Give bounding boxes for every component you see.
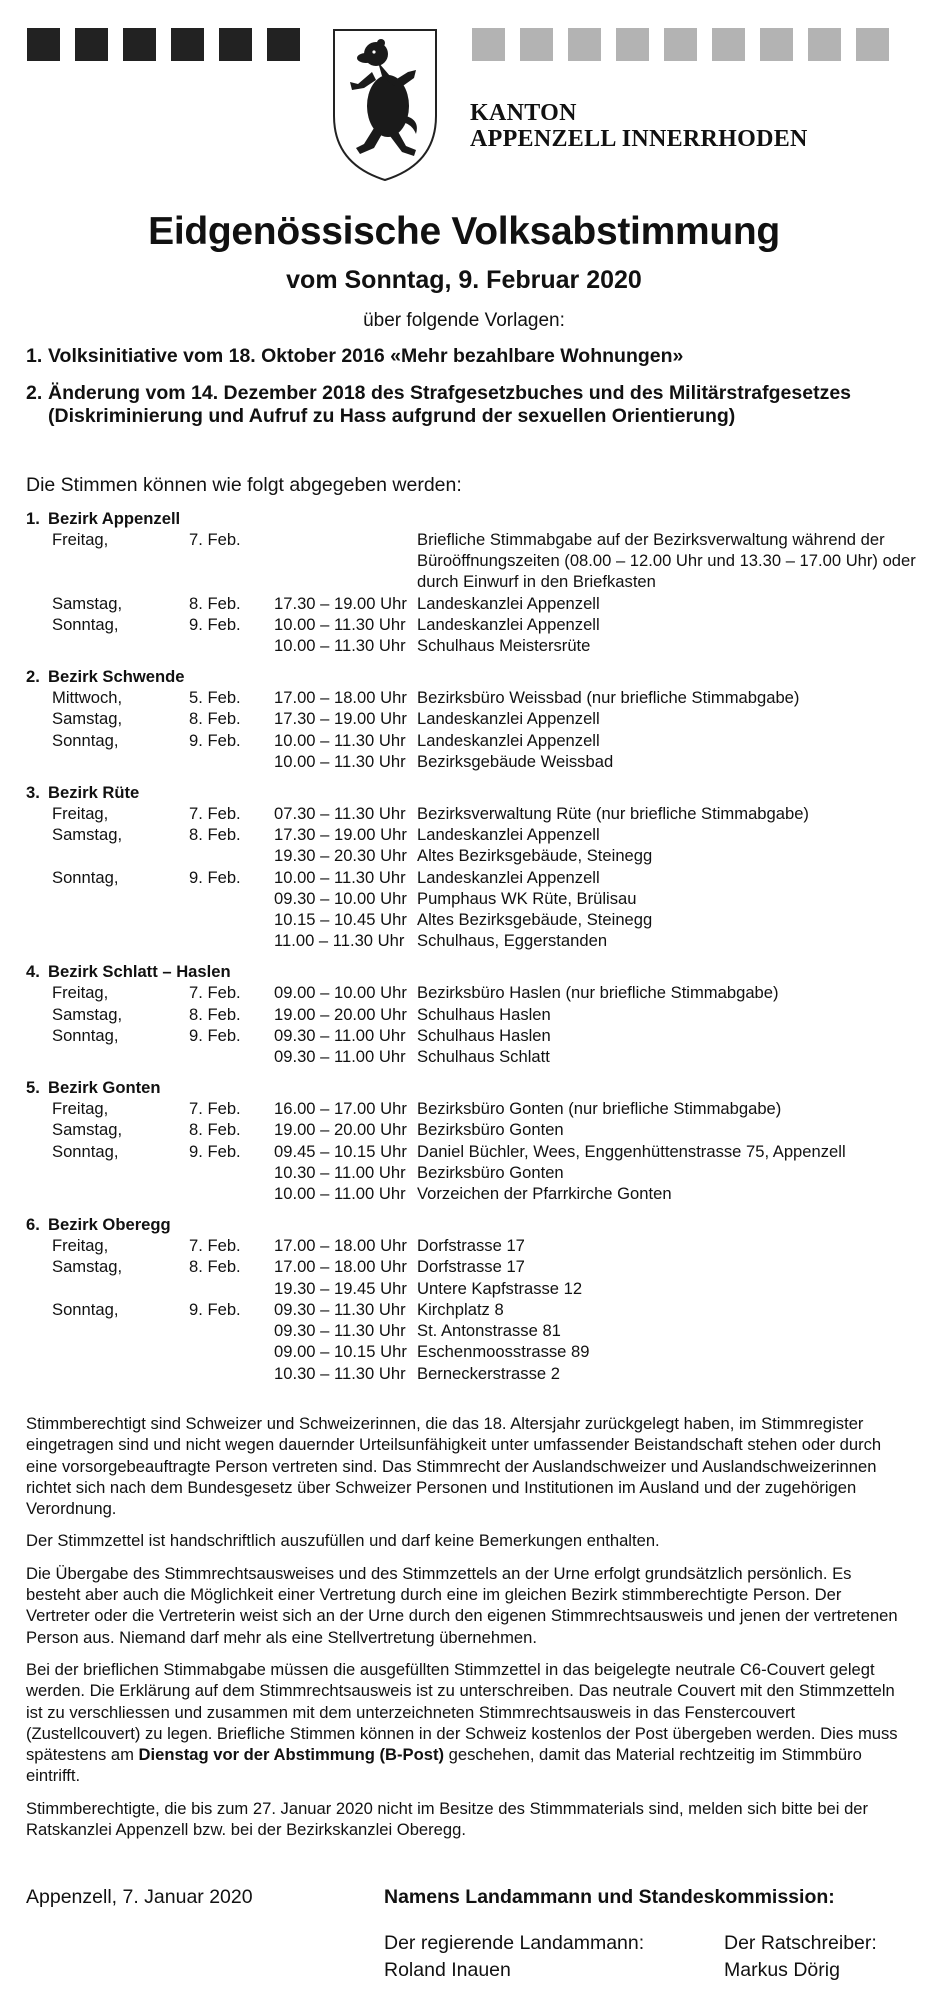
vorlage-number: 1. [26, 345, 43, 367]
bezirk-section [26, 666, 916, 772]
schedule-day [26, 1363, 189, 1384]
schedule-place: Landeskanzlei Appenzell [417, 825, 600, 845]
schedule-place: Schulhaus Schlatt [417, 1047, 550, 1067]
schedule-place: Briefliche Stimmabgabe auf der Bezirksverwaltung während der Büroöffnungszeiten (08.00 – 12.00 Uhr und 13.30 – 17.00 Uhr) oder durch Einwurf in den Briefkasten [417, 530, 916, 592]
vorlage-item [26, 382, 906, 428]
schedule-day: Freitag, [52, 1099, 109, 1119]
page-subtitle: vom Sonntag, 9. Februar 2020 [286, 266, 642, 294]
schedule-day: Sonntag, [52, 1141, 119, 1161]
schedule-day: Sonntag, [52, 1299, 119, 1319]
schedule-day: Samstag, [52, 825, 123, 845]
schedule-row [26, 730, 916, 751]
square-gray [568, 28, 601, 61]
schedule-date [189, 909, 274, 930]
schedule-row [26, 751, 916, 772]
schedule-place: Eschenmoosstrasse 89 [417, 1342, 590, 1362]
signature-ratschreiber [724, 1930, 877, 1984]
schedule-row [26, 824, 916, 845]
schedule-place: Daniel Büchler, Wees, Enggenhüttenstrasse 75, Appenzell [417, 1141, 846, 1161]
bezirk-number: 4. [26, 962, 40, 982]
schedule-place: Landeskanzlei Appenzell [417, 593, 600, 613]
schedule-time: 09.30 – 11.30 Uhr [274, 1321, 406, 1341]
schedule-time: 09.45 – 10.15 Uhr [274, 1141, 407, 1161]
schedule-time: 19.30 – 20.30 Uhr [274, 846, 407, 866]
schedule-place: Bezirksbüro Weissbad (nur briefliche Stimmabgabe) [417, 688, 800, 708]
bezirke-schedule [26, 508, 916, 1394]
bezirk-heading [26, 961, 916, 982]
bezirk-number: 1. [26, 509, 40, 528]
schedule-row [26, 635, 916, 656]
information-text [26, 1413, 906, 1851]
schedule-day: Sonntag, [52, 614, 119, 634]
square-gray [520, 28, 553, 61]
schedule-day [26, 1183, 189, 1204]
schedule-day: Sonntag, [52, 730, 119, 750]
schedule-date [189, 888, 274, 909]
schedule-row [26, 1162, 916, 1183]
schedule-place: Landeskanzlei Appenzell [417, 614, 600, 634]
schedule-row [26, 593, 916, 614]
schedule-day [26, 1341, 189, 1362]
square-gray [664, 28, 697, 61]
schedule-time: 09.00 – 10.15 Uhr [274, 1342, 407, 1362]
schedule-date [189, 1046, 274, 1067]
page-title: Eidgenössische Volksabstimmung [148, 210, 780, 253]
schedule-day: Sonntag, [52, 867, 119, 887]
schedule-row [26, 1046, 916, 1067]
schedule-place: Landeskanzlei Appenzell [417, 730, 600, 750]
bezirk-section [26, 1077, 916, 1204]
schedule-place: Schulhaus, Eggerstanden [417, 931, 608, 951]
paragraph-briefliche-stimmabgabe [26, 1659, 906, 1787]
vorlage-text: Volksinitiative vom 18. Oktober 2016 «Mehr bezahlbare Wohnungen» [48, 345, 684, 367]
schedule-day [26, 845, 189, 866]
schedule-date: 8. Feb. [189, 1004, 241, 1024]
square-dark [219, 28, 252, 61]
square-gray [856, 28, 889, 61]
schedule-time: 10.00 – 11.30 Uhr [274, 751, 406, 771]
schedule-row [26, 1363, 916, 1384]
schedule-place: Pumphaus WK Rüte, Brülisau [417, 888, 637, 908]
schedule-row [26, 687, 916, 708]
schedule-date [189, 1278, 274, 1299]
schedule-time: 10.00 – 11.30 Uhr [274, 614, 406, 634]
schedule-time: 10.15 – 10.45 Uhr [274, 910, 407, 930]
schedule-row [26, 1320, 916, 1341]
schedule-row [26, 803, 916, 824]
schedule-date: 9. Feb. [189, 1025, 241, 1045]
schedule-day [26, 1162, 189, 1183]
schedule-date: 8. Feb. [189, 1120, 241, 1140]
place-date: Appenzell, 7. Januar 2020 [26, 1886, 253, 1908]
square-gray [472, 28, 505, 61]
schedule-row [26, 1299, 916, 1320]
schedule-day [26, 1278, 189, 1299]
schedule-row [26, 1183, 916, 1204]
decorative-squares-dark [27, 28, 300, 61]
bezirk-number: 5. [26, 1078, 40, 1098]
signature-role: Der Ratschreiber: [724, 1932, 877, 1954]
schedule-date [189, 1320, 274, 1341]
schedule-date [189, 1341, 274, 1362]
schedule-day: Freitag, [52, 983, 109, 1003]
schedule-place: Kirchplatz 8 [417, 1299, 504, 1319]
signature-name: Markus Dörig [724, 1959, 840, 1981]
bezirk-heading [26, 1214, 916, 1235]
schedule-row [26, 1004, 916, 1025]
schedule-place: Altes Bezirksgebäude, Steinegg [417, 846, 653, 866]
vorlage-item [26, 345, 906, 368]
vorlage-number: 2. [26, 382, 43, 404]
bezirk-heading [26, 782, 916, 803]
schedule-time: 17.00 – 18.00 Uhr [274, 1257, 407, 1277]
schedule-date: 7. Feb. [189, 983, 241, 1003]
square-dark [171, 28, 204, 61]
intro-text: über folgende Vorlagen: [363, 310, 565, 331]
schedule-time: 19.30 – 19.45 Uhr [274, 1278, 407, 1298]
bezirk-heading [26, 1077, 916, 1098]
bezirk-heading [26, 666, 916, 687]
schedule-date: 9. Feb. [189, 1299, 241, 1319]
schedule-date [189, 1363, 274, 1384]
schedule-day: Samstag, [52, 593, 123, 613]
schedule-row [26, 845, 916, 866]
schedule-place: Dorfstrasse 17 [417, 1257, 525, 1277]
schedule-time: 10.00 – 11.00 Uhr [274, 1184, 406, 1204]
bezirk-name: Bezirk Gonten [48, 1078, 161, 1098]
schedule-time: 19.00 – 20.00 Uhr [274, 1120, 407, 1140]
bezirk-section [26, 508, 916, 656]
schedule-date: 9. Feb. [189, 1141, 241, 1161]
kanton-line1: KANTON [470, 100, 577, 126]
kanton-line2: APPENZELL INNERRHODEN [470, 126, 808, 152]
schedule-row [26, 1098, 916, 1119]
schedule-time: 17.00 – 18.00 Uhr [274, 1236, 407, 1256]
schedule-row [26, 930, 916, 951]
schedule-place: Dorfstrasse 17 [417, 1236, 525, 1256]
schedule-place: Berneckerstrasse 2 [417, 1363, 560, 1383]
namens-heading: Namens Landammann und Standeskommission: [384, 1886, 835, 1908]
schedule-time: 17.00 – 18.00 Uhr [274, 688, 407, 708]
schedule-day: Freitag, [52, 530, 109, 549]
schedule-time: 17.30 – 19.00 Uhr [274, 593, 407, 613]
schedule-time: 09.30 – 11.00 Uhr [274, 1025, 406, 1045]
schedule-time: 07.30 – 11.30 Uhr [274, 804, 406, 824]
bezirk-section [26, 1214, 916, 1383]
schedule-day: Sonntag, [52, 1025, 119, 1045]
schedule-place: Bezirksbüro Gonten [417, 1120, 564, 1140]
square-gray [808, 28, 841, 61]
schedule-day [26, 1046, 189, 1067]
schedule-date [189, 1183, 274, 1204]
schedule-row [26, 1025, 916, 1046]
bezirk-section [26, 961, 916, 1067]
schedule-day: Samstag, [52, 1004, 123, 1024]
schedule-time: 17.30 – 19.00 Uhr [274, 709, 407, 729]
schedule-time: 09.30 – 11.30 Uhr [274, 1299, 406, 1319]
schedule-time: 09.30 – 10.00 Uhr [274, 888, 407, 908]
schedule-day: Freitag, [52, 804, 109, 824]
schedule-row [26, 888, 916, 909]
schedule-time: 16.00 – 17.00 Uhr [274, 1099, 407, 1119]
schedule-day [26, 930, 189, 951]
schedule-row [26, 867, 916, 888]
stimmen-intro: Die Stimmen können wie folgt abgegeben werden: [26, 474, 462, 496]
schedule-row [26, 1341, 916, 1362]
schedule-day [26, 909, 189, 930]
schedule-day: Freitag, [52, 1236, 109, 1256]
schedule-place: Altes Bezirksgebäude, Steinegg [417, 910, 653, 930]
schedule-row [26, 708, 916, 729]
schedule-date: 8. Feb. [189, 593, 241, 613]
square-gray [760, 28, 793, 61]
schedule-time [274, 529, 417, 593]
square-gray [616, 28, 649, 61]
bezirk-number: 2. [26, 667, 40, 687]
paragraph-text: Bei der brieflichen Stimmabgabe müssen die ausgefüllten Stimmzettel in das beigelegte neutrale C6-Couvert gelegt werden. Die Erklärung auf dem Stimmrechtsausweis ist zu unterschreiben. Das neutrale Couvert mit den Stimmzetteln ist zu verschliessen und zusammen mit dem unterzeichneten Stimmrechtsausweis in das Fenstercouvert (Zustellcouvert) zu legen. Briefliche Stimmen können in der Schweiz kostenlos der Post übergeben werden. Dies muss spätestens am [26, 1659, 898, 1765]
schedule-time: 17.30 – 19.00 Uhr [274, 825, 407, 845]
schedule-date: 9. Feb. [189, 867, 241, 887]
bezirk-name: Bezirk Rüte [48, 783, 140, 803]
schedule-time: 10.00 – 11.30 Uhr [274, 730, 406, 750]
schedule-date: 7. Feb. [189, 1236, 241, 1256]
schedule-row [26, 1119, 916, 1140]
signature-role: Der regierende Landammann: [384, 1932, 645, 1954]
square-dark [123, 28, 156, 61]
schedule-row [26, 614, 916, 635]
schedule-place: Vorzeichen der Pfarrkirche Gonten [417, 1184, 672, 1204]
schedule-row [26, 529, 916, 593]
schedule-day: Samstag, [52, 709, 123, 729]
schedule-day [26, 751, 189, 772]
schedule-row [26, 982, 916, 1003]
schedule-date: 5. Feb. [189, 688, 241, 708]
kanton-heading [470, 100, 808, 152]
schedule-time: 19.00 – 20.00 Uhr [274, 1004, 407, 1024]
schedule-date [189, 845, 274, 866]
schedule-date [189, 751, 274, 772]
schedule-day [26, 635, 189, 656]
paragraph-emphasis: Dienstag vor der Abstimmung (B-Post) [138, 1745, 445, 1765]
paragraph-uebergabe: Die Übergabe des Stimmrechtsausweises und des Stimmzettels an der Urne erfolgt grundsätzlich persönlich. Es besteht aber auch die Möglichkeit einer Vertretung durch eine im gleichen Bezirk stimmberechtigte Person. Der Vertreter oder die Vertreterin weist sich an der Urne durch den eigenen Stimmrechtsausweis und jenen der vertretenen Person aus. Niemand darf mehr als eine Stellvertretung übernehmen. [26, 1563, 898, 1647]
schedule-date: 9. Feb. [189, 614, 241, 634]
schedule-time: 10.30 – 11.00 Uhr [274, 1162, 406, 1182]
schedule-row [26, 1235, 916, 1256]
schedule-day: Mittwoch, [52, 688, 123, 708]
bezirk-name: Bezirk Schlatt – Haslen [48, 962, 231, 982]
schedule-time: 11.00 – 11.30 Uhr [274, 931, 405, 951]
paragraph-stimmmaterial: Stimmberechtigte, die bis zum 27. Januar 2020 nicht im Besitze des Stimmmaterials sind, melden sich bitte bei der Ratskanzlei Appenzell bzw. bei der Bezirkskanzlei Oberegg. [26, 1798, 869, 1840]
bezirk-name: Bezirk Schwende [48, 667, 185, 687]
schedule-date [189, 930, 274, 951]
schedule-place: Landeskanzlei Appenzell [417, 867, 600, 887]
bezirk-heading [26, 508, 916, 529]
schedule-place: Untere Kapfstrasse 12 [417, 1278, 583, 1298]
square-dark [27, 28, 60, 61]
schedule-place: Schulhaus Haslen [417, 1004, 551, 1024]
schedule-place: St. Antonstrasse 81 [417, 1321, 561, 1341]
schedule-place: Bezirksbüro Gonten (nur briefliche Stimmabgabe) [417, 1099, 782, 1119]
bezirk-name: Bezirk Oberegg [48, 1215, 171, 1235]
schedule-time: 09.00 – 10.00 Uhr [274, 983, 407, 1003]
schedule-row [26, 1278, 916, 1299]
signature-name: Roland Inauen [384, 1959, 511, 1981]
decorative-squares-gray [472, 28, 889, 61]
paragraph-text: geschehen, damit das Material rechtzeitig im Stimmbüro eintrifft. [26, 1745, 862, 1786]
schedule-day: Samstag, [52, 1257, 123, 1277]
schedule-date: 9. Feb. [189, 730, 241, 750]
vorlage-text: Änderung vom 14. Dezember 2018 des Strafgesetzbuches und des Militärstrafgesetzes (Diskriminierung und Aufruf zu Hass aufgrund der sexuellen Orientierung) [48, 382, 852, 427]
schedule-time: 09.30 – 11.00 Uhr [274, 1047, 406, 1067]
schedule-date: 8. Feb. [189, 1257, 241, 1277]
schedule-date [189, 635, 274, 656]
schedule-place: Bezirksbüro Haslen (nur briefliche Stimmabgabe) [417, 983, 779, 1003]
schedule-place: Bezirksbüro Gonten [417, 1162, 564, 1182]
schedule-row [26, 1256, 916, 1277]
signature-landammann [384, 1930, 644, 1984]
schedule-place: Schulhaus Meistersrüte [417, 636, 591, 656]
vorlagen-list [26, 345, 906, 442]
schedule-day [26, 888, 189, 909]
square-dark [75, 28, 108, 61]
schedule-place: Bezirksverwaltung Rüte (nur briefliche Stimmabgabe) [417, 804, 809, 824]
schedule-place: Schulhaus Haslen [417, 1025, 551, 1045]
schedule-row [26, 1141, 916, 1162]
schedule-date: 7. Feb. [189, 530, 241, 549]
paragraph-stimmberechtigt: Stimmberechtigt sind Schweizer und Schweizerinnen, die das 18. Altersjahr zurückgelegt haben, im Stimmregister eingetragen sind und nicht wegen dauernder Urteilsunfähigkeit unter umfassender Beistandschaft stehen oder durch eine vorsorgebeauftragte Person vertreten sind. Das Stimmrecht der Auslandschweizer und Auslandschweizerinnen richtet sich nach dem Bundesgesetz über Schweizer Personen und Institutionen im Ausland und der zugehörigen Verordnung. [26, 1414, 882, 1519]
bezirk-number: 3. [26, 783, 40, 803]
bezirk-name: Bezirk Appenzell [48, 509, 181, 528]
schedule-day [26, 1320, 189, 1341]
schedule-date: 8. Feb. [189, 709, 241, 729]
schedule-day: Samstag, [52, 1120, 123, 1140]
paragraph-stimmzettel: Der Stimmzettel ist handschriftlich auszufüllen und darf keine Bemerkungen enthalten. [26, 1531, 660, 1551]
schedule-time: 10.30 – 11.30 Uhr [274, 1363, 406, 1383]
schedule-time: 10.00 – 11.30 Uhr [274, 867, 406, 887]
schedule-place: Landeskanzlei Appenzell [417, 709, 600, 729]
bezirk-number: 6. [26, 1215, 40, 1235]
schedule-date [189, 1162, 274, 1183]
schedule-time: 10.00 – 11.30 Uhr [274, 636, 406, 656]
schedule-date: 7. Feb. [189, 1099, 241, 1119]
square-gray [712, 28, 745, 61]
schedule-row [26, 909, 916, 930]
schedule-date: 7. Feb. [189, 804, 241, 824]
schedule-date: 8. Feb. [189, 825, 241, 845]
coat-of-arms-bear-icon [328, 24, 442, 184]
bezirk-section [26, 782, 916, 951]
schedule-place: Bezirksgebäude Weissbad [417, 751, 614, 771]
square-dark [267, 28, 300, 61]
